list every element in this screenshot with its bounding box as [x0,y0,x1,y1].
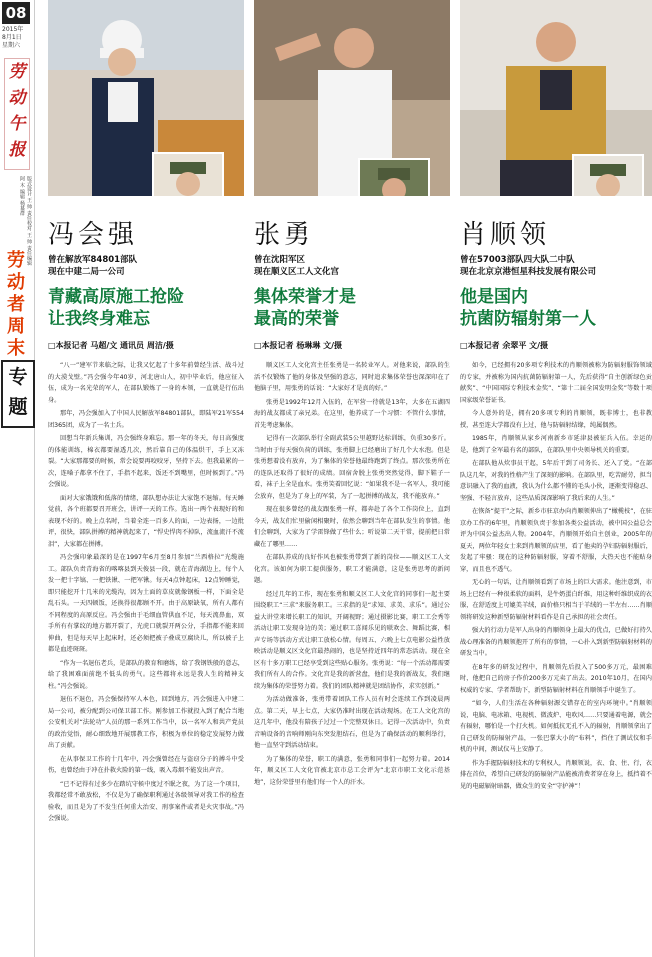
page-number: 08 [2,2,30,24]
body-paragraph: 在从事保卫工作的十几年中，冯会强曾经在与盗窃分子的搏斗中受伤，也曾经由于冲在扑救火险的第一线，吸入毒烟不能发出声音。 [48,755,244,774]
body-paragraph: 在恢备“提干”之际，新乡市驻京办向肖顺领伸出了“橄榄枝”，在驻京办工作的6年里，肖顺领负责于参加各类公益活动，被中国公益总会评为中国公益杰出人物。2004年，肖顺领开始自主创业，2005年的夏天，两位年轻女士来到肖顺领的店里，看了他卖的孕妇防辐射服后，发起了牢骚：现在的这种防辐射服，穿着不舒服，大热天也不能贴身穿，而且也不透气。 [460,508,652,573]
article-xiao [460,0,652,957]
headline-line: 让我终身难忘 [48,309,150,329]
body-paragraph: 现在很多曾经的战友跟张勇一样，都奔赴了各个工作岗位上，直到今天，战友们忙里偷闲相聚时，依然会聊到当年在部队发生的事情。他们会聊到，大家为了学雷锋做了些什么；听说第二天干常，提前把日常藏在了哪里…… [254,506,450,548]
inset-portrait-zhang [358,158,430,196]
body-paragraph: 今人意外的是，拥有20多项专利的肖顺领，既非博士，也非教授，甚至连大学都没有上过，他与防辐射结缘，纯属偶然。 [460,410,652,429]
past-unit: 曾在解放军84801部队 [48,255,138,265]
past-unit: 曾在57003部队四大队二中队 [460,255,575,265]
article-zhang [254,0,450,957]
headline-line: 抗菌防辐射第一人 [460,309,596,329]
body-paragraph: 强大的行动力是军人出身的肖顺领身上最大的优点，已做好打持久战心理准备的肖顺领抱开了所有的事情，一心扑入到新型防辐射材料的研发当中。 [460,627,652,657]
person-name: 张勇 [254,220,315,250]
body-paragraph: 在8年多的研发过程中，肖顺领先后投入了500多万元，最困难时，他把自己的房子作价200多万元卖了出去。2010年10月，在国内权威的专家、学者帮助下，新型防辐射材料在肖顺领手中诞生了。 [460,663,652,694]
newspaper-logo: 劳动午报 [4,58,30,170]
staff-line: 编辑 杨幕群 [19,189,25,216]
body-paragraph: 冯会强印象最深的是在1997年6月至8月参加“兰西格拉”光缆施工。部队负责青海省的喀喀县到天俊县一段，就在青海湖边上，每个人发一把十字镐、一把铁锹、一把军锹。每天4点钟起床，12点钟睡觉，即只能挖开十几米的光缆沟，因为土面的草皮就像钢板一样，下面全是乱石头。一天四顿饭，还换得很都顾不开。由于高原缺氧，所有人都有不同程度的高原反应。冯会强由于毛细血管供血不足，每天流鼻血，双手所有有掌纹的地方都开裂了，光虎口就裂开两公分，手指都不能来回伸曲，但是每天早上起床时，还必须把被子叠成豆腐块儿，所以被子上都是血迹斑斑。 [48,554,244,653]
body-paragraph: 在部队他从炊事员干起，5年后干到了司务长、还入了党。“在部队这几年，对我的性格产生了深刻的影响。在部队里，吃苦耐劳，担当意识融入了我的血液，我认为什么都不懂的毛头小伙，逐渐变得稳忍、坚强、不轻言放弃，这些品质深深影响了我后来的人生。” [460,460,652,502]
body-paragraph: 那年，冯会强加入了中国人民解放军84801部队，即陆军21军554团365团，成为了一名士兵。 [48,410,244,429]
article-body [48,360,244,952]
headline-line: 集体荣誉才是 [254,287,356,307]
article-body [460,360,652,952]
body-paragraph: 如今，已经拥有20多项专利技术的肖顺领被称为防辐射服饰领域的专家，并被称为国内抗菌防辐射第一人，先后获得“自主创新绿色贡献奖”、“中国国际专利技术金奖”、“第十二届全国发明金奖”等数十项国家级荣誉证书。 [460,362,652,404]
body-paragraph: 退伍不退色，冯会强保持军人本色，回到地方，冯会强进入中建二局一公司，被分配到公司保卫部工作。刚参加工作就投入到了配合当地公安机关对“法轮功”人员的那一系列工作当中，以一名军人和共产党员的政治觉悟，耐心细致地开展那教工作，积极为单位的稳定发展努力做出了贡献。 [48,696,244,749]
unit-info [48,254,244,278]
past-unit: 曾在沈阳军区 [254,255,306,265]
headline-line: 他是国内 [460,287,528,307]
body-paragraph: 1985年，肖顺领从家乡河南新乡市延津县被征兵入伍。幸运的是，他到了全军最有名的部队，在部队里中央领导机关的重要。 [460,435,652,454]
body-paragraph: “已不记得有过多少在踏坑守候中度过不眠之夜，为了这一个项目，我都经常不敢放松，不仅是为了确保职利通过各级领导对我工作的检查验收，而且是为了不发生任何重大治安、刑事案件或者是火灾事故。”冯会强说。 [48,780,244,822]
unit-info [254,254,450,278]
body-paragraph: 面对大家饿饿和低落的情绪，部队想办法让大家饱不退缩。每天睡觉前，各个班都要召开班会，讲评一天的工作。选出一两个表现好的和表现不好的。晚上点名时，当着全连一百多人的面，一边表扬，一边批评，很快，部队拼搏的精神就起来了，“悍史悍肉不掉队，流血流汗不流泪”，大家都在拼搏。 [48,494,244,548]
body-paragraph: 在部队养成的良好作风也被张勇带到了新的岗位——顺义区工人文化宫。该如何为职工提供服务，职工才能满意，这是张勇思考的新问题。 [254,554,450,584]
staff-line: 责任编辑 阿 木 [19,176,32,266]
date-day: 8月1日 [2,34,22,41]
date-weekday: 星期六 [2,42,21,49]
headline-line: 最高的荣誉 [254,309,339,329]
unit-info [460,254,652,278]
body-paragraph: “八一”建军节来临之际，让我又忆起了十多年前曾经生活、战斗过的大漠戈壁。”冯会强今年40岁，河北唐山人，初中毕业后，他应征入伍，成为一名光荣的军人，在部队锻炼了一身的本领，一直就是行伍出身。 [48,362,244,404]
person-name: 肖顺领 [460,220,551,250]
article-byline: □本报记者 马超/文 通讯员 周洁/摄 [48,341,174,350]
staff-line: 责任校对 王 帅 [26,210,32,244]
current-unit: 现在中建二局一公司 [48,267,125,277]
section-name: 劳动者周末 [7,250,25,359]
body-paragraph: 回想当年新兵集训，冯会强终身难忘。那一年的冬天，每日高强度的体能训练，棉衣都要湿透几次，然后靠自己的体温烘干，手上又冻裂。“大家那都要的时候，常会说要再咬咬牙，坚持下去。但我最累的一次，连嗓子都拿不住了，手指不起来，饭还不到嘴里，但时候到了。”冯会强说。 [48,435,244,488]
article-byline: □本报记者 杨琳琳 文/摄 [254,341,343,350]
article-body [254,360,450,952]
body-paragraph: “作为一名退伍老兵，是部队的教育和磨练，给了我钢铁般的意志，给了我困难面前绝不低头的勇气。这些都将永远是我人生的精神支柱。”冯会强说。 [48,659,244,690]
photo-zhang [254,0,450,196]
body-paragraph: 张勇是1992年12月入伍的，在军营一待就是13年，大多在五湖四海的战友都成了亲兄弟。在这里，他养成了一个习惯：不管什么事情，首先考虑集体。 [254,398,450,429]
photo-xiao [460,0,652,196]
person-name: 冯会强 [48,220,139,250]
body-paragraph: 经过几年的工作，现在张勇和顺义区工人文化宫的同事们一起主要围绕职工“三求”来服务职工。三求指的是“求知、求美、求乐”。通过公益大讲堂来增长职工的知识，开阔视野；通过摄影比赛，职工工会秀等活动让职工发现身边的美；通过职工喜闻乐见的联欢会、舞蹈比赛，相声专场等活动方式让职工放松心情。每周五、六晚上七点电影公益性放映活动是顺义区文化宫最热闹的，也是坚持近四年的常态活动。现在全区有十多万职工已经享受到这些贴心服务。张勇说：“每一个活动都需要我们所有人的合作。文化宫是我的新营盘，他们是我的新战友，我们继续为集体的荣誉努力着。我们的团队精神就是团结协作，求实创新。” [254,590,450,690]
article-headline [460,286,652,330]
body-paragraph: 记得有一次部队举行全副武装5公里越野达标训练，负重30多斤。当时由于每天强负荷的训练，张勇脚上已经磨出了好几个大水泡。但是张勇想着没有放弃，为了集体的荣誉他最终跑到了终点。那次张勇所在的连队还取得了很好的成绩。回宿舍脱上张勇突然觉得，脚下鞋子一看，袜子上全是血水。张勇笑着回忆说：“如果我不是一名军人，我可能会放弃，但是为了身上的军装，为了一起拼搏的战友，我不能放弃。” [254,435,450,500]
body-paragraph: 无心的一句话，让肖顺领看到了市场上的巨大需求。他注意到，市场上已经有一种很柔软的面料，是牛奶蛋白纤维，用这种纤维织成的衣服，在舒适度上可媲美羊绒，面价格只相当于羊绒的一半左右……肖顺领将研发这种新型防辐射材料看作是自己承担的社会责任。 [460,579,652,621]
article-feng [48,0,244,957]
body-paragraph: 为活动做准备，张勇带着团队工作人员有时会连续工作到凌晨两点。第二天，早上七点，大家仍准时出现在活动现场。在工人文化宫的这几年中，他没有陪孩子过过一个完整双休日。记得一次活动中，负责音响设备的音响师刚向东突发胆结石，但是为了确保活动的顺利举行，他一直坚守到活动结束。 [254,696,450,749]
inset-portrait-feng [152,152,224,196]
section-tag: 专题 [1,360,35,428]
date-year: 2015年 [2,26,24,33]
body-paragraph: 顺义区工人文化宫主任张勇是一名转业军人。对他来说，部队的生活不仅锻炼了他的身体及坚强的意志，同时追求集体荣誉也深深印在了他脑子里，用张勇的话说：“大家好才是真的好。” [254,362,450,392]
staff-line: 版式设计 王 帅 [26,176,32,210]
article-headline [254,286,450,330]
current-unit: 现在顺义区工人文化宫 [254,267,340,277]
current-unit: 现在北京京港恒星科技发展有限公司 [460,267,597,277]
headline-line: 青藏高原施工抢险 [48,287,184,307]
photo-feng [48,0,244,196]
article-headline [48,286,244,330]
body-paragraph: “如今，人们生活在各种辐射源交错存在的室内环境中。”肖顺领说，电脑、电冰箱、电视机、微波炉、电吹风……只要通着电源，就会有辐射，哪怕是一个打火机。如何抵抗无孔不入的辐射，肖顺领拿出了自己研发的防辐射产品，一张巴掌大小的“布料”，挡住了测试仪和手机的中间，测试仪马上安静了。 [460,700,652,753]
inset-portrait-xiao [572,154,644,196]
issue-date [2,26,32,50]
masthead-sidebar [0,0,35,957]
body-paragraph: 为了集体的荣誉，职工的满意，张勇和同事们一起努力着。2014年，顺义区工人文化宫被北京市总工会评为“北京市职工文化示范基地”，这份荣誉里有他们每一个人的汗水。 [254,755,450,786]
article-byline: □本报记者 余翠平 文/摄 [460,341,549,350]
body-paragraph: 作为手握防辐射技术的专利权人，肖顺领说，衣、食、住、行，衣排在首位，希望自己研发的防辐射产品能被消费者穿在身上，抵挡着不见的电磁辐射暗器，做众生的安全“守护神”！ [460,759,652,790]
